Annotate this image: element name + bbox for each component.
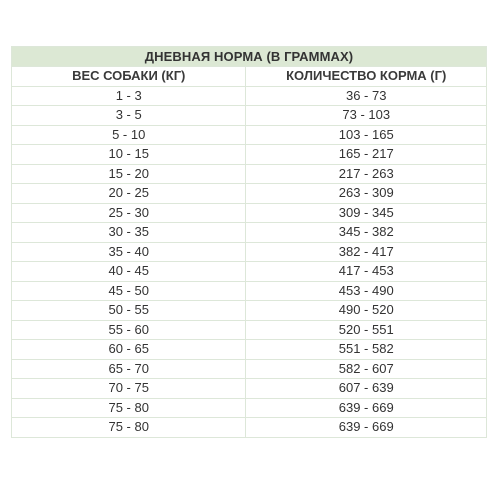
weight-cell: 60 - 65 — [12, 340, 246, 360]
table-title-row — [12, 47, 487, 67]
weight-cell: 75 - 80 — [12, 418, 246, 438]
weight-cell: 20 - 25 — [12, 184, 246, 204]
weight-cell: 70 - 75 — [12, 379, 246, 399]
table-row — [12, 379, 487, 399]
food-amount-cell: 417 - 453 — [246, 262, 487, 282]
table-row — [12, 106, 487, 126]
table-row — [12, 86, 487, 106]
table-row — [12, 184, 487, 204]
food-amount-cell: 217 - 263 — [246, 164, 487, 184]
food-amount-cell: 639 - 669 — [246, 398, 487, 418]
food-amount-cell: 382 - 417 — [246, 242, 487, 262]
table-row — [12, 340, 487, 360]
weight-cell: 5 - 10 — [12, 125, 246, 145]
weight-cell: 75 - 80 — [12, 398, 246, 418]
weight-cell: 55 - 60 — [12, 320, 246, 340]
table-row — [12, 418, 487, 438]
weight-cell: 30 - 35 — [12, 223, 246, 243]
food-amount-cell: 582 - 607 — [246, 359, 487, 379]
table-row — [12, 242, 487, 262]
table-row — [12, 203, 487, 223]
header-food: КОЛИЧЕСТВО КОРМА (Г) — [246, 67, 487, 87]
food-amount-cell: 490 - 520 — [246, 301, 487, 321]
food-amount-cell: 551 - 582 — [246, 340, 487, 360]
food-amount-cell: 607 - 639 — [246, 379, 487, 399]
table-header-row — [12, 67, 487, 87]
food-amount-cell: 345 - 382 — [246, 223, 487, 243]
feeding-table — [11, 46, 487, 438]
header-weight: ВЕС СОБАКИ (КГ) — [12, 67, 246, 87]
food-amount-cell: 36 - 73 — [246, 86, 487, 106]
food-amount-cell: 263 - 309 — [246, 184, 487, 204]
table-row — [12, 281, 487, 301]
weight-cell: 10 - 15 — [12, 145, 246, 165]
table-title: ДНЕВНАЯ НОРМА (В ГРАММАХ) — [12, 47, 487, 67]
food-amount-cell: 453 - 490 — [246, 281, 487, 301]
table-row — [12, 125, 487, 145]
weight-cell: 35 - 40 — [12, 242, 246, 262]
table-body — [12, 86, 487, 437]
weight-cell: 50 - 55 — [12, 301, 246, 321]
food-amount-cell: 103 - 165 — [246, 125, 487, 145]
food-amount-cell: 165 - 217 — [246, 145, 487, 165]
weight-cell: 25 - 30 — [12, 203, 246, 223]
food-amount-cell: 639 - 669 — [246, 418, 487, 438]
weight-cell: 1 - 3 — [12, 86, 246, 106]
weight-cell: 65 - 70 — [12, 359, 246, 379]
weight-cell: 40 - 45 — [12, 262, 246, 282]
weight-cell: 3 - 5 — [12, 106, 246, 126]
weight-cell: 45 - 50 — [12, 281, 246, 301]
table-row — [12, 359, 487, 379]
food-amount-cell: 520 - 551 — [246, 320, 487, 340]
table-row — [12, 320, 487, 340]
table-row — [12, 398, 487, 418]
weight-cell: 15 - 20 — [12, 164, 246, 184]
table-row — [12, 262, 487, 282]
table-row — [12, 164, 487, 184]
table-row — [12, 301, 487, 321]
food-amount-cell: 309 - 345 — [246, 203, 487, 223]
table-row — [12, 145, 487, 165]
table-row — [12, 223, 487, 243]
food-amount-cell: 73 - 103 — [246, 106, 487, 126]
